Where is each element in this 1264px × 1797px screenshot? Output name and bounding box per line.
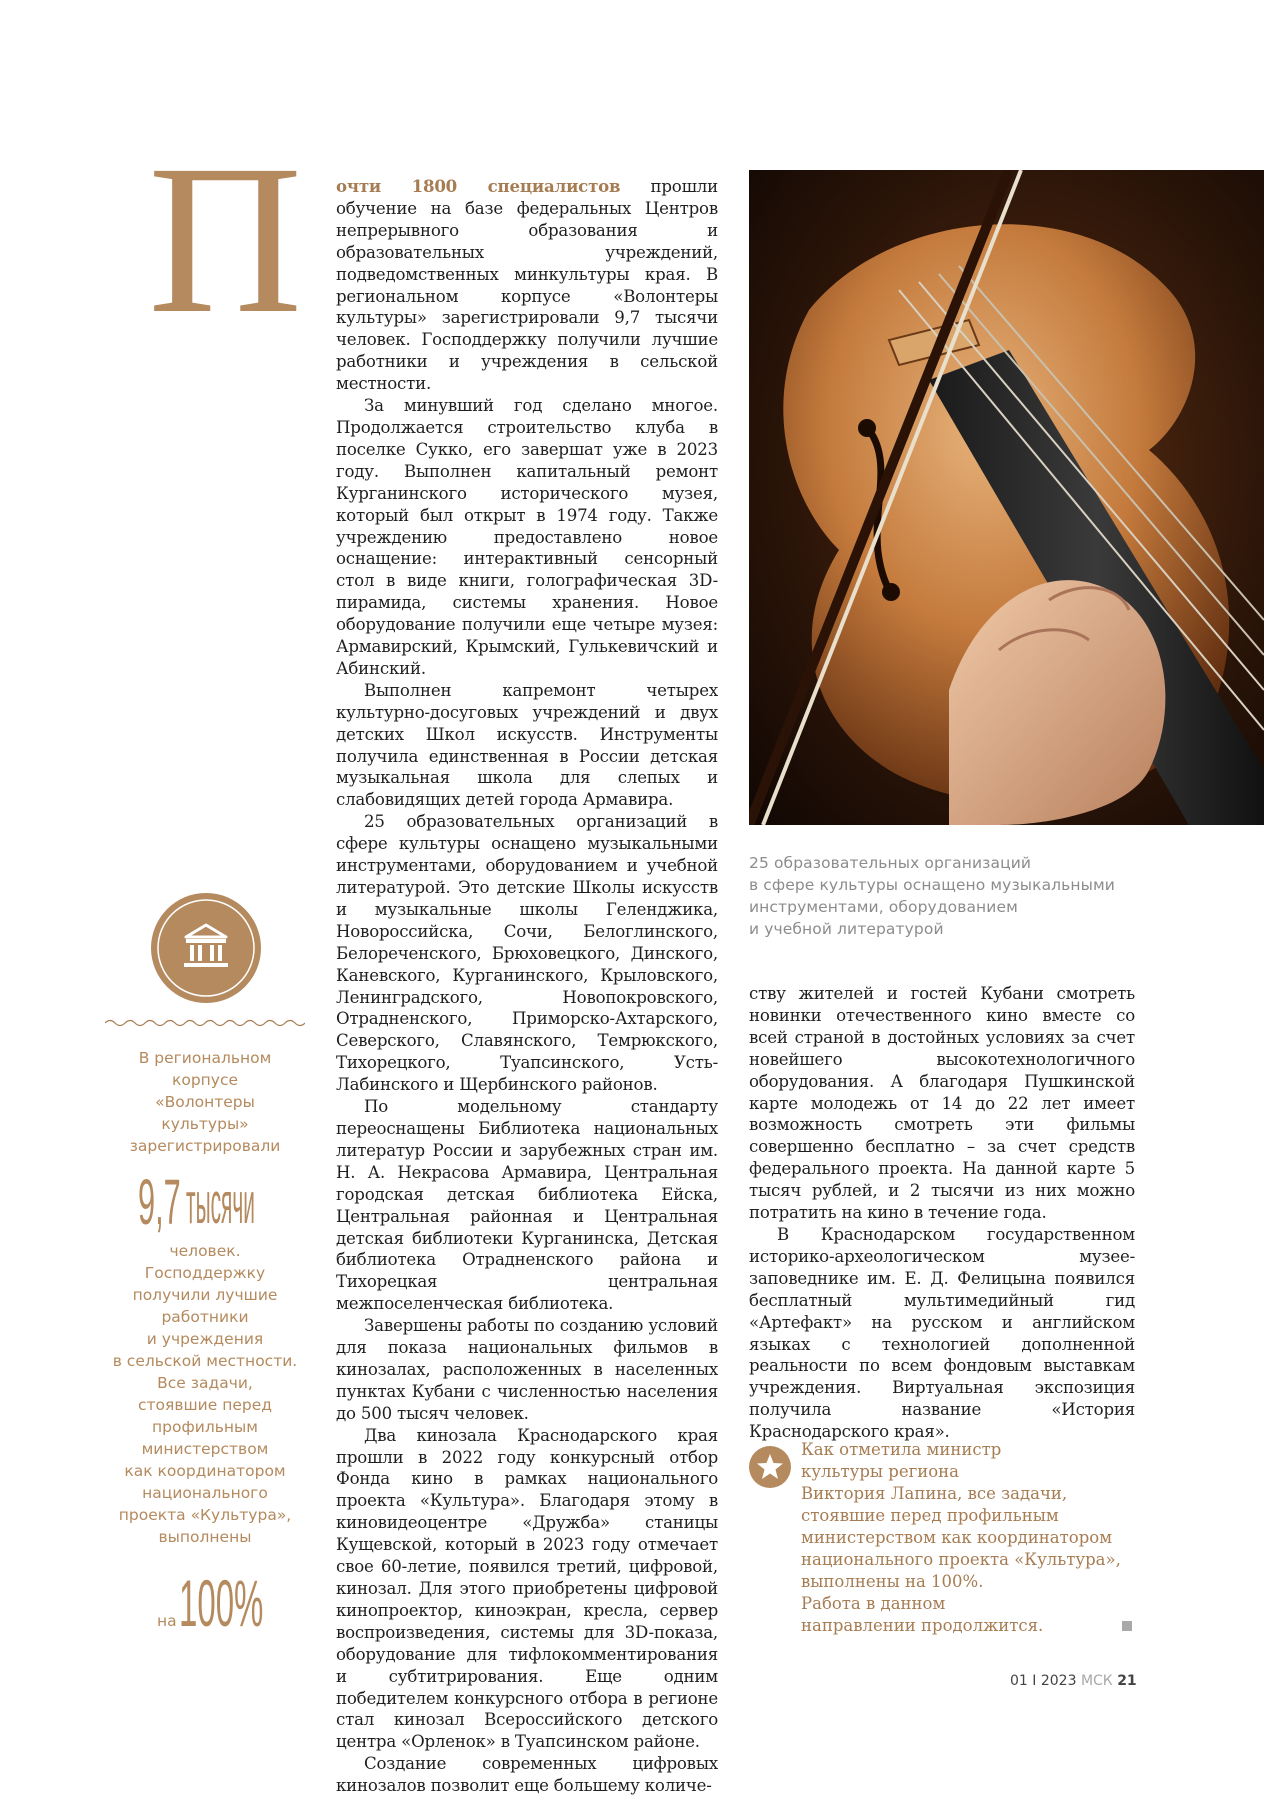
paragraph-8: Создание современных цифровых кинозалов позволит еще большему количе- <box>336 1754 718 1796</box>
sidebar-line: выполнены <box>158 1528 252 1546</box>
paragraph-4: 25 образовательных организаций в сфере культуры оснащено музыкальными инструментами, оборудованием и учебной литературой. Это детские Школы искусств и музыкальные школы Геленджика, Новороссийска, Сочи, Белоглинского, Белореченского, Брюховецкого, Динского, Каневского, Курганинского, Крыловского, Ленинградского, Новопокровского, Отрадненского, Приморско-Ахтарского, Северского, Славянского, Темрюкского, Тихорецкого, Туапсинского, Усть-Лабинского и Щербинского районов. <box>336 812 718 1095</box>
caption-line: и учебной литературой <box>749 920 944 938</box>
paragraph-2: За минувший год сделано многое. Продолжается строительство клуба в поселке Сукко, его завершат уже в 2023 году. Выполнен капитальный ремонт Курганинского исторического музея, который был открыт в 1974 году. Также учреждению предоставлено новое оснащение: интерактивный сенсорный стол в виде книги, голографическая 3D-пирамида, системы хранения. Новое оборудование получили еще четыре музея: Армавирский, Крымский, Гулькевичский и Абинский. <box>336 396 718 678</box>
lead-highlight: очти 1800 специалистов <box>336 176 621 196</box>
sidebar-line: культуры» <box>161 1115 249 1133</box>
pull-quote <box>801 1439 1141 1637</box>
paragraph-1 <box>336 176 718 395</box>
violin-photo <box>749 170 1264 825</box>
quote-line: министерством как координатором <box>801 1528 1113 1547</box>
quote-line: направлении продолжится. <box>801 1616 1044 1635</box>
sidebar-line: корпусе <box>171 1071 239 1089</box>
paragraph-10: В Краснодарском государственном историко-археологическом музее-заповеднике им. Е. Д. Фелицына появился бесплатный мультимедийный гид «Артефакт» на русском и английском языках с технологией дополненной реальности по всем фондовым выставкам учреждения. Виртуальная экспозиция получила название «История Краснодарского края». <box>749 1224 1135 1442</box>
sidebar-line: министерством <box>141 1440 269 1458</box>
photo-caption <box>749 852 1149 940</box>
big-number: 9,7 <box>138 1166 181 1238</box>
quote-line: национального проекта «Культура», <box>801 1550 1121 1569</box>
sidebar-body <box>105 1240 305 1548</box>
sidebar-intro <box>105 1047 305 1157</box>
footer-magazine: МСК <box>1080 1673 1113 1689</box>
sidebar-line: национального <box>142 1484 268 1502</box>
sidebar-percent <box>157 1566 297 1640</box>
paragraph-9: ству жителей и гостей Кубани смотреть новинки отечественного кино вместе со всей страной в достойных условиях за счет новейшего высокотехнологичного оборудования. А благодаря Пушкинской карте молодежь от 14 до 22 лет имеет возможность смотреть эти фильмы совершенно бесплатно – за счет средств федерального проекта. На данной карте 5 тысяч рублей, и 2 тысячи из них можно потратить на кино в течение года. <box>749 984 1135 1223</box>
paragraph-6: Завершены работы по созданию условий для показа национальных фильмов в кинозалах, расположенных в населенных пунктах Кубани с численностью населения до 500 тысяч человек. <box>336 1316 718 1423</box>
sidebar-line: человек. <box>169 1242 241 1260</box>
caption-line: инструментами, оборудованием <box>749 898 1018 916</box>
violin-illustration <box>749 170 1264 825</box>
quote-line: стоявшие перед профильным <box>801 1506 1059 1525</box>
quote-line: Работа в данном <box>801 1594 946 1613</box>
paragraph-1-text: прошли обучение на базе федеральных Центров непрерывного образования и образовательных учреждений, подведомственных минкультуры края. В региональном корпусе «Волонтеры культуры» зарегистрировали 9,7 тысячи человек. Господдержку получили лучшие работники и учреждения в сельской местности. <box>336 177 719 394</box>
caption-line: в сфере культуры оснащено музыкальными <box>749 876 1115 894</box>
sidebar-line: «Волонтеры <box>155 1093 255 1111</box>
wavy-divider <box>105 1017 305 1029</box>
sidebar-line: проекта «Культура», <box>118 1506 292 1524</box>
percent-prefix: на <box>157 1612 177 1630</box>
sidebar-line: и учреждения <box>146 1330 264 1348</box>
percent-value: 100% <box>179 1566 264 1640</box>
paragraph-7: Два кинозала Краснодарского края прошли в 2022 году конкурсный отбор Фонда кино в рамках национального проекта «Культура». Благодаря этому в киновидеоцентре «Дружба» станицы Кущевской, который в 2023 году отмечает свое 60-летие, появился третий, цифровой, кинозал. Для этого приобретены цифровой кинопроектор, киноэкран, кресла, сервер воспроизведения, системы для 3D-показа, оборудование для тифлокомментирования и субтитрирования. Еще одним победителем конкурсного отбора в регионе стал кинозал Всероссийского детского центра «Орленок» в Туапсинском районе. <box>336 1425 718 1752</box>
star-icon <box>749 1446 791 1488</box>
footer-issue: 01 I 2023 <box>1010 1673 1077 1689</box>
sidebar-big-stat <box>138 1166 298 1240</box>
quote-line: выполнены на 100%. <box>801 1572 984 1591</box>
page-footer <box>1010 1673 1137 1689</box>
sidebar-line: Господдержку <box>144 1264 266 1282</box>
museum-building-icon <box>151 893 261 1003</box>
sidebar-line: получили лучшие <box>132 1286 278 1304</box>
quote-line: Виктория Лапина, все задачи, <box>801 1484 1068 1503</box>
caption-line: 25 образовательных организаций <box>749 854 1032 872</box>
sidebar-line: зарегистрировали <box>129 1137 281 1155</box>
page-number: 21 <box>1117 1673 1137 1689</box>
sidebar-line: В региональном <box>138 1049 272 1067</box>
article-column-2 <box>749 983 1135 1443</box>
sidebar-line: профильным <box>152 1418 258 1436</box>
quote-line: культуры региона <box>801 1462 959 1481</box>
sidebar-line: стоявшие перед <box>138 1396 272 1414</box>
sidebar-line: работники <box>161 1308 249 1326</box>
paragraph-3: Выполнен капремонт четырех культурно-досуговых учреждений и двух детских Школ искусств. Инструменты получила единственная в России детская музыкальная школа для слепых и слабовидящих детей города Армавира. <box>336 680 718 810</box>
end-mark <box>1122 1621 1132 1631</box>
big-word: тысячи <box>186 1171 255 1236</box>
paragraph-5: По модельному стандарту переоснащены Библиотека национальных литератур России и зарубежных стран им. Н. А. Некрасова Армавира, Центральная городская детская библиотека Ейска, Центральная районная и Центральная детская библиотеки Курганинска, Детская библиотека Отрадненского района и Тихорецкая центральная межпоселенческая библиотека. <box>336 1097 718 1314</box>
article-column-1 <box>336 176 718 1797</box>
sidebar-line: в сельской местности. <box>112 1352 298 1370</box>
sidebar-line: Все задачи, <box>157 1374 253 1392</box>
quote-line: Как отметила министр <box>801 1440 1002 1459</box>
drop-cap: П <box>148 121 303 358</box>
sidebar-line: как координатором <box>124 1462 286 1480</box>
